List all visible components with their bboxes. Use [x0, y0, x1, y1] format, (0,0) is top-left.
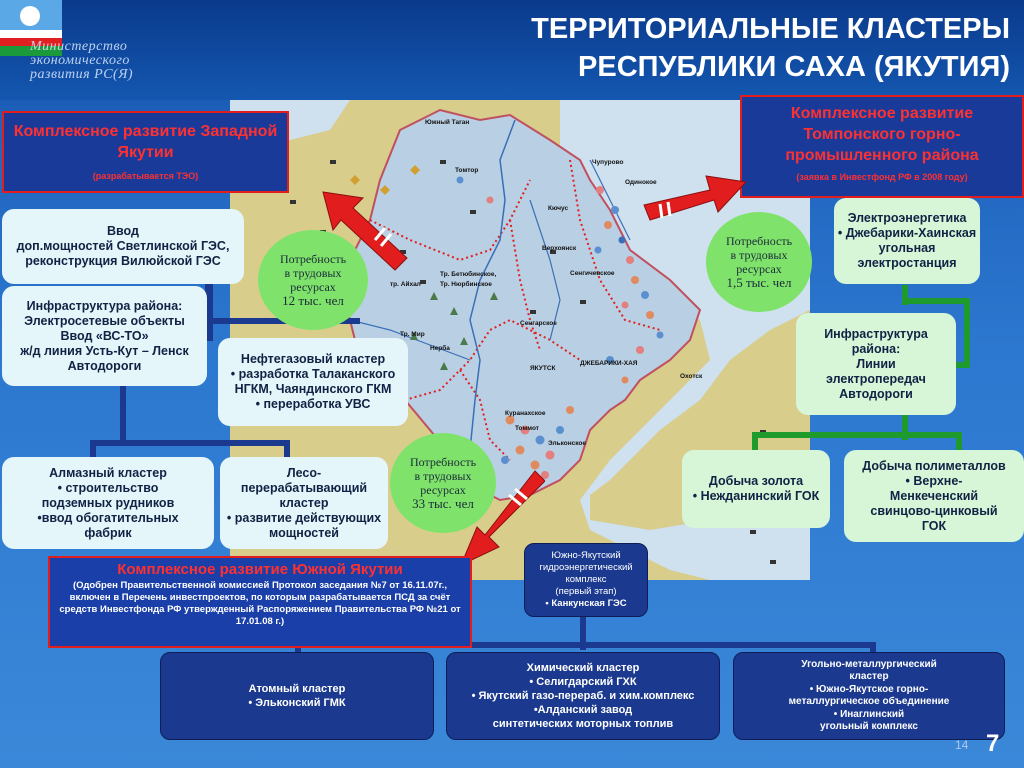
box-text: •Алданский завод: [533, 704, 633, 716]
map-label: Томтор: [455, 167, 479, 174]
box-text: Лесо-: [286, 465, 322, 480]
box-text: (первый этап): [555, 586, 617, 597]
box-text: ж/д линия Усть-Кут – Ленск: [20, 343, 189, 358]
circle-value: 1,5 тыс. чел: [726, 275, 792, 290]
west-yakutia-subtitle: (разрабатывается ТЭО): [92, 171, 199, 181]
box-text: • Селигдарский ГХК: [529, 676, 637, 688]
box-text: свинцово-цинковый: [870, 503, 998, 518]
circle-text: Потребность: [725, 234, 793, 248]
box-text: района:: [851, 341, 901, 356]
circle-text: в трудовых: [730, 248, 788, 262]
hydro-complex-box: [524, 543, 648, 617]
box-text: перерабатывающий: [240, 480, 368, 495]
connector-line: [902, 298, 970, 304]
oil-gas-cluster-box: [218, 338, 408, 426]
map-label: Эльконское: [548, 440, 587, 447]
connector-line: [752, 432, 962, 438]
box-text: Атомный кластер: [248, 683, 346, 695]
page-number: 7: [986, 730, 1000, 757]
box-text: • Южно-Якутское горно-: [809, 683, 929, 695]
box-text: комплекс: [565, 574, 607, 585]
box-text: Нефтегазовый кластер: [240, 352, 386, 366]
map-label: Чупурово: [592, 159, 624, 166]
polymetal-box: [844, 450, 1024, 542]
map-label: Тр. Мир: [400, 331, 425, 338]
box-text: подземных рудников: [41, 495, 175, 510]
box-text: • Верхне-: [905, 473, 963, 488]
box-text: • Якутский газо-перераб. и хим.комплекс: [471, 690, 695, 702]
box-text: электропередач: [826, 371, 926, 386]
box-text: электростанция: [857, 256, 957, 270]
map-label: Сенгарское: [520, 320, 557, 327]
box-text: Ввод «ВС-ТО»: [60, 328, 149, 343]
box-text: • Эльконский ГМК: [248, 697, 346, 709]
box-text: Автодороги: [839, 386, 913, 401]
slide-small-number: 14: [955, 738, 969, 752]
box-text: • Канкунская ГЭС: [545, 598, 627, 609]
west-yakutia-box: [2, 111, 289, 193]
circle-text: ресурсах: [290, 280, 336, 294]
page-title: ТЕРРИТОРИАЛЬНЫЕ КЛАСТЕРЫ РЕСПУБЛИКИ САХА (ЯКУТИЯ): [531, 13, 1010, 83]
box-text: Алмазный кластер: [49, 465, 167, 480]
box-text: ГОК: [921, 518, 947, 533]
box-text: Линии: [856, 356, 896, 371]
box-text: •ввод обогатительных: [37, 510, 179, 525]
chemical-cluster-box: [446, 652, 720, 740]
map-label: ЯКУТСК: [530, 365, 556, 372]
box-text: Химический кластер: [526, 662, 640, 674]
circle-text: ресурсах: [736, 262, 782, 276]
diamond-cluster-box: [2, 457, 214, 549]
circle-text: в трудовых: [414, 469, 472, 483]
box-text: Автодороги: [67, 358, 142, 373]
box-text: Добыча полиметаллов: [862, 458, 1006, 473]
box-text: угольный комплекс: [820, 721, 918, 732]
box-text: металлургическое объединение: [788, 696, 950, 707]
box-text: доп.мощностей Светлинской ГЭС,: [16, 239, 230, 253]
box-text: • Нежданинский ГОК: [692, 489, 820, 503]
labor-tompon-circle: [706, 212, 812, 312]
box-text: Ввод: [107, 224, 139, 238]
box-text: • разработка Талаканского: [230, 367, 396, 381]
box-text: Электроэнергетика: [847, 211, 967, 225]
connector-line: [964, 298, 970, 368]
box-text: угольная: [878, 241, 936, 255]
map-label: тр. Айхал: [390, 281, 421, 288]
box-text: синтетических моторных топлив: [492, 718, 674, 730]
box-text: кластер: [279, 495, 329, 510]
timber-cluster-box: [220, 457, 388, 549]
box-text: Менкеченский: [889, 488, 979, 503]
map-label: Сенгичевское: [570, 270, 615, 277]
box-text: гидроэнергетический: [539, 562, 633, 573]
coal-metallurgy-cluster-box: [733, 652, 1005, 740]
box-text: • переработка УВС: [255, 397, 371, 411]
connector-line: [120, 384, 126, 444]
map-label: Тр. Бетюбинское,: [440, 271, 497, 278]
map-label: Одинокое: [625, 179, 657, 186]
box-text: Угольно-металлургический: [801, 658, 937, 670]
box-text: • Инаглинский: [833, 708, 905, 720]
box-text: Электросетевые объекты: [24, 313, 185, 328]
circle-text: Потребность: [279, 252, 347, 266]
box-text: • строительство: [57, 480, 159, 495]
map-label: Нерба: [430, 345, 450, 352]
circle-text: Потребность: [409, 455, 477, 469]
tompon-subtitle: (заявка в Инвестфонд РФ в 2008 году): [796, 172, 968, 182]
box-text: Добыча золота: [708, 474, 804, 488]
box-text: фабрик: [84, 525, 132, 540]
south-yakutia-box: [48, 556, 472, 648]
map-label: Куранахское: [505, 410, 546, 417]
box-text: • Джебарики-Хаинская: [837, 226, 977, 240]
connector-line: [956, 432, 962, 452]
south-yakutia-title: Комплексное развитие Южной Якутии: [117, 561, 403, 578]
west-infrastructure-box: [2, 286, 207, 386]
map-label: Верхоянск: [542, 245, 577, 252]
box-text: • развитие действующих: [226, 510, 382, 525]
map-label: Охотск: [680, 373, 703, 380]
box-text: НГКМ, Чаяндинского ГКМ: [234, 382, 392, 396]
south-yakutia-desc: (Одобрен Правительственной комиссией Протокол заседания №7 от 16.11.07г., включен в Перечень инвестпроектов, по которым разрабатывается ПСД за счёт средств Инвестфонда РФ утвержденный Распоряжением Правительства РФ №21 от 17.01.08 г.): [59, 580, 461, 627]
tompon-title: Комплексное развитие Томпонского горно-промышленного района: [785, 105, 979, 164]
tompon-box: [740, 95, 1024, 198]
west-yakutia-title: Комплексное развитие Западной Якутии: [13, 123, 278, 161]
box-text: мощностей: [269, 525, 339, 540]
labor-south-circle: [390, 433, 496, 533]
gold-box: [682, 450, 830, 528]
east-infrastructure-box: [796, 313, 956, 415]
hydro-input-box: [2, 209, 244, 284]
atomic-cluster-box: [160, 652, 434, 740]
map-label: Томмот: [515, 425, 539, 432]
map-label: Тр. Нюрбинское: [440, 281, 492, 288]
circle-value: 12 тыс. чел: [282, 293, 344, 308]
box-text: Инфраструктура района:: [26, 298, 183, 313]
ministry-logo: Министерство экономического развития РС(Я): [30, 39, 134, 82]
circle-text: в трудовых: [284, 266, 342, 280]
energy-box: [834, 198, 980, 284]
box-text: Инфраструктура: [824, 326, 928, 341]
box-text: кластер: [849, 671, 889, 682]
connector-line: [90, 440, 290, 446]
map-label: ДЖЕБАРИКИ-ХАЯ: [580, 360, 638, 367]
circle-text: ресурсах: [420, 483, 466, 497]
labor-west-circle: [258, 230, 368, 330]
map-label: Кючус: [548, 205, 569, 212]
connector-line: [752, 432, 758, 452]
circle-value: 33 тыс. чел: [412, 496, 474, 511]
map-label: Южный Таган: [425, 119, 470, 126]
box-text: Южно-Якутский: [551, 550, 621, 561]
box-text: реконструкция Вилюйской ГЭС: [25, 254, 221, 268]
